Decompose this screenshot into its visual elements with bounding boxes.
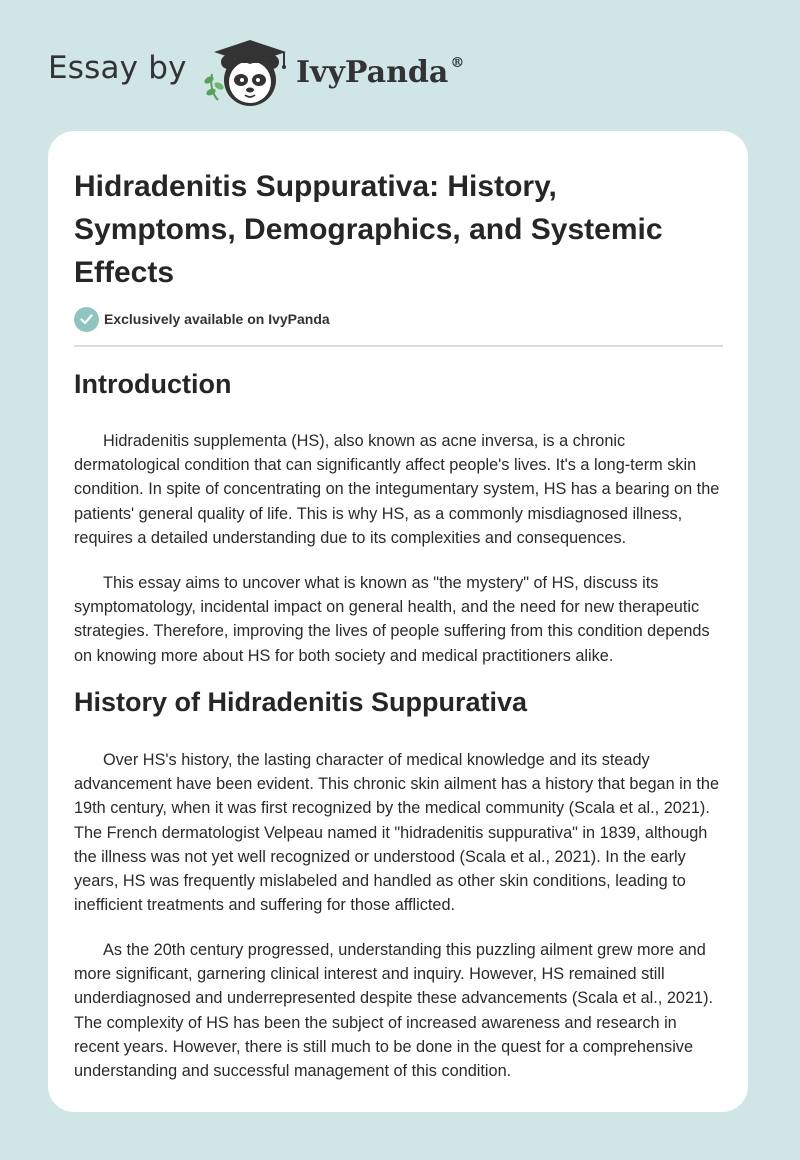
- divider: [74, 345, 723, 347]
- essay-card: [48, 131, 748, 1112]
- paragraph: As the 20th century progressed, understanding this puzzling ailment grew more and more significant, garnering clinical interest and inquiry. However, HS remained still underdiagnosed and underrepresented despite these advancements (Scala et al., 2021). The complexity of HS has been the subject of increased awareness and research in recent years. However, there is still much to be done in the quest for a comprehensive understanding and successful management of this condition.: [74, 941, 714, 1081]
- paragraph: Hidradenitis supplementa (HS), also known as acne inversa, is a chronic dermatological condition that can significantly affect people's lives. It's a long-term skin condition. In spite of concentrating on the integumentary system, HS has a bearing on the patients' general quality of life. This is why HS, as a commonly misdiagnosed illness, requires a detailed understanding due to its complexities and consequences.: [74, 432, 720, 547]
- exclusive-badge-label: Exclusively available on IvyPanda: [104, 311, 330, 327]
- essay-by-label: Essay by: [48, 50, 187, 86]
- paragraph: This essay aims to uncover what is known as "the mystery" of HS, discuss its symptomatology, incidental impact on general health, and the need for new therapeutic strategies. Therefore, improving the lives of people suffering from this condition depends on knowing more about HS for both society and medical practitioners alike.: [74, 574, 710, 665]
- check-circle-icon: [74, 307, 99, 332]
- section-heading-introduction: Introduction: [74, 369, 232, 399]
- paragraph: Over HS's history, the lasting character of medical knowledge and its steady advancement have been evident. This chronic skin ailment has a history that began in the 19th century, when it was first recognized by the medical community (Scala et al., 2021). The French dermatologist Velpeau named it "hidradenitis suppurativa" in 1839, although the illness was not yet well recognized or understood (Scala et al., 2021). In the early years, HS was frequently mislabeled and handled as other skin conditions, leading to inefficient treatments and suffering for those afflicted.: [74, 751, 720, 915]
- brand-name[interactable]: IvyPanda ®: [296, 55, 465, 90]
- site-header: [0, 0, 800, 130]
- section-heading-history: History of Hidradenitis Suppurativa: [74, 687, 528, 717]
- registered-mark: ®: [450, 55, 465, 71]
- exclusive-badge: [74, 306, 330, 332]
- page-title: Hidradenitis Suppurativa: History, Symptoms, Demographics, and Systemic Effects: [74, 170, 663, 289]
- panda-logo-icon[interactable]: [200, 34, 292, 110]
